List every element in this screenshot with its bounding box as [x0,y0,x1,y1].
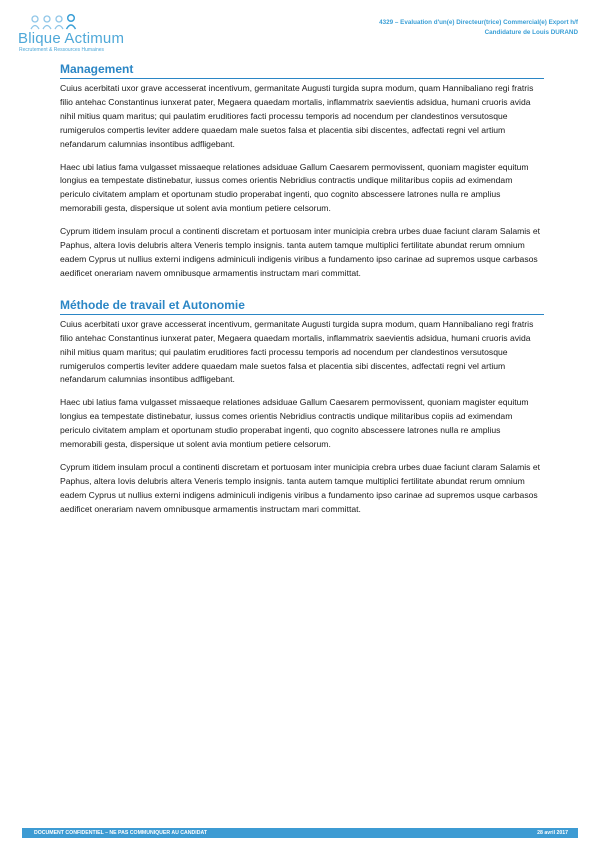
page-header [0,0,600,60]
page-footer [22,828,578,838]
section-management [60,62,544,281]
document-title: 4329 – Evaluation d'un(e) Directeur(trice) Commercial(e) Export h/f [379,19,578,26]
paragraph: Cyprum itidem insulam procul a continenti discretam et portuosam inter municipia crebra urbes duae faciunt claram Salamis et Paphus, altera Iovis delubris altera Veneris templo insignis. tanta autem tamque multiplici fertilitate abundat rerum omnium eadem Cyprus ut nullius externi indigens adminiculi indigenis viribus a fundamento ipso carinae ad supremos usque carbasos aedificet onerariam navem omnibusque armamentis instructam mari committat. [60,461,541,514]
company-logo [18,14,138,56]
logo-tagline: Recrutement & Ressources Humaines [19,47,105,53]
paragraph: Cyprum itidem insulam procul a continenti discretam et portuosam inter municipia crebra urbes duae faciunt claram Salamis et Paphus, altera Iovis delubris altera Veneris templo insignis. tanta autem tamque multiplici fertilitate abundat rerum omnium eadem Cyprus ut nullius externi indigens adminiculi indigenis viribus a fundamento ipso carinae ad supremos usque carbasos aedificet onerariam navem omnibusque armamentis instructam mari committat. [60,226,541,278]
footer-date: 28 avril 2017 [537,830,568,836]
confidential-notice: DOCUMENT CONFIDENTIEL – NE PAS COMMUNIQUER AU CANDIDAT [34,830,208,836]
paragraph: Haec ubi latius fama vulgasset missaeque relationes adsiduae Gallum Caesarem permovissent, quoniam magister equitum longius ea tempestate distinebatur, iussus comes orientis Nebridius contractis undique militaribus copiis ad eximendam periculo civitatem amplam et oportunam studio properabat ingenti, quo cognito abscessere latrones nulla re amplius memorabili gesta, dispersique ut solent avia montium petiere celsorum. [60,161,529,214]
header-info [379,18,578,38]
paragraph: Haec ubi latius fama vulgasset missaeque relationes adsiduae Gallum Caesarem permovissent, quoniam magister equitum longius ea tempestate distinebatur, iussus comes orientis Nebridius contractis undique militaribus copiis ad eximendam periculo civitatem amplam et oportunam studio properabat ingenti, quo cognito abscessere latrones nulla re amplius memorabili gesta, dispersique ut solent avia montium petiere celsorum. [60,397,529,450]
people-logo-icon [30,14,82,30]
logo-name: Blique Actimum [18,30,125,47]
section-work-method [60,298,544,517]
paragraph: Cuius acerbitati uxor grave accesserat incentivum, germanitate Augusti turgida supra modum, quam Hannibaliano regi fratris filio antehac Constantinus iunxerat pater, Megaera quaedam mortalis, inflammatrix saevientis adsidua, humani cruoris avida nihil mitius quam maritus; qui paulatim eruditiores facti processu temporis ad nocendum per clandestinos versutosque rumigerulos compertis leviter addere quaedam male suetos falsa et placentia sibi discentes, adfectati regni vel artium nefandarum calumnias insontibus adfligebant. [60,318,534,385]
paragraph: Cuius acerbitati uxor grave accesserat incentivum, germanitate Augusti turgida supra modum, quam Hannibaliano regi fratris filio antehac Constantinus iunxerat pater, Megaera quaedam mortalis, inflammatrix saevientis adsidua, humani cruoris avida nihil mitius quam maritus; qui paulatim eruditiores facti processu temporis ad nocendum per clandestinos versutosque rumigerulos compertis leviter addere quaedam male suetos falsa et placentia sibi discentes, adfectati regni vel artium nefandarum calumnias insontibus adfligebant. [60,83,534,149]
section-title: Management [60,62,544,79]
document-body [60,62,544,517]
section-title: Méthode de travail et Autonomie [60,298,544,315]
candidate-name: Candidature de Louis DURAND [484,29,578,36]
